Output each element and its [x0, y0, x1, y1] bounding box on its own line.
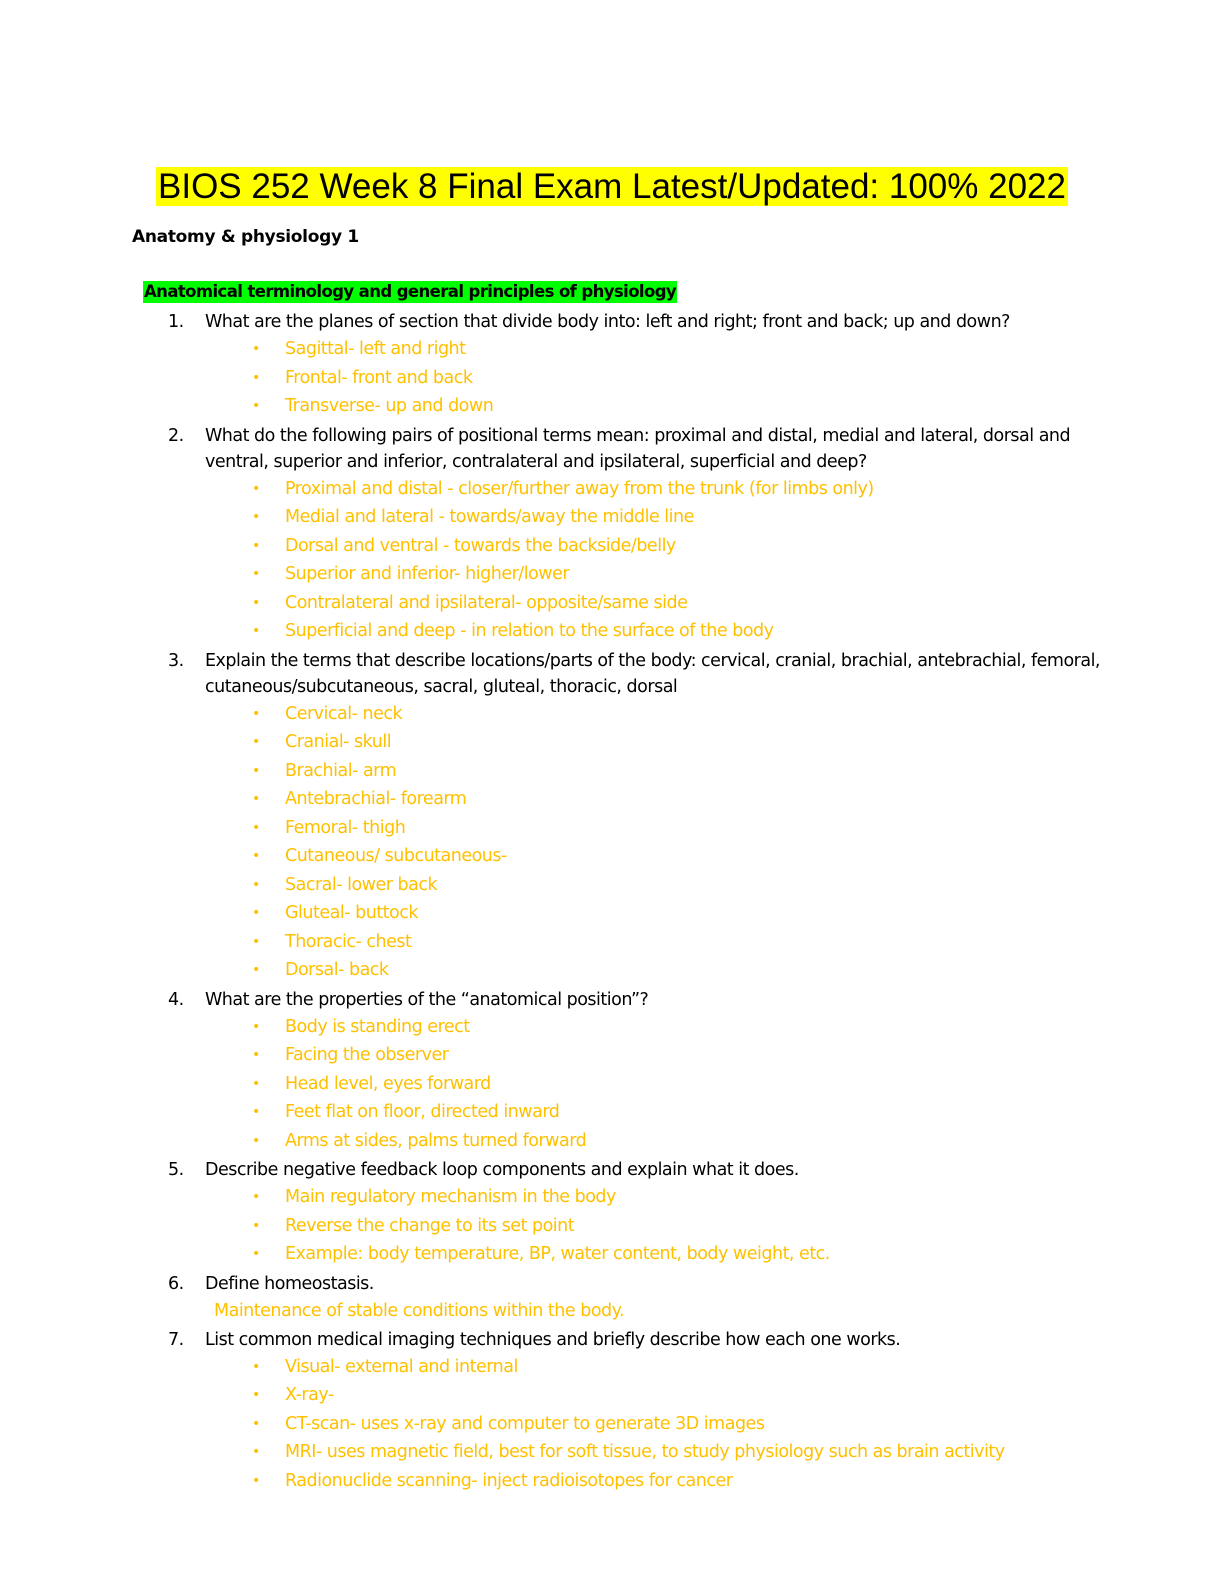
answer-text: Main regulatory mechanism in the body [285, 1187, 616, 1207]
bullet-icon: • [252, 1075, 260, 1092]
answer-text: Arms at sides, palms turned forward [285, 1130, 587, 1151]
bullet-icon: • [252, 762, 260, 779]
answer-text: Antebrachial- forearm [285, 789, 467, 809]
question-text: Define homeostasis. [205, 1273, 374, 1294]
question [0, 423, 1224, 475]
answer-item [0, 503, 1224, 532]
answer-text: Visual- external and internal [285, 1356, 518, 1377]
answer-text: Cranial- skull [285, 732, 392, 752]
answer-item [0, 392, 1224, 421]
answer-item [0, 1353, 1224, 1382]
answer-text: Cutaneous/ subcutaneous- [285, 846, 507, 866]
answer-item [0, 899, 1224, 928]
answer-item [0, 1240, 1224, 1269]
bullet-icon: • [252, 1217, 260, 1234]
answer-item [0, 475, 1224, 504]
answer-text: Superficial and deep - in relation to the surface of the body [285, 621, 774, 641]
answer-text: Facing the observer [285, 1045, 449, 1065]
question [0, 648, 1224, 700]
question [0, 1271, 1224, 1297]
bullet-icon: • [252, 398, 260, 414]
bullet-icon: • [252, 705, 260, 722]
answer-item [0, 814, 1224, 843]
answer-item [0, 871, 1224, 900]
question-number: 7. [168, 1329, 184, 1350]
question-number: 2. [168, 425, 184, 446]
answer-text: Frontal- front and back [285, 367, 473, 388]
answer-item [0, 1070, 1224, 1099]
answer-text: Reverse the change to its set point [285, 1215, 575, 1236]
answer-text: Body is standing erect [285, 1016, 470, 1037]
answer-text: Feet flat on floor, directed inward [285, 1102, 560, 1122]
bullet-icon: • [252, 341, 260, 357]
answer-item [0, 1467, 1224, 1496]
question-number: 3. [168, 650, 184, 671]
bullet-icon: • [252, 819, 260, 836]
bullet-icon: • [252, 1189, 260, 1205]
answer-item [0, 1127, 1224, 1156]
answer-item [0, 728, 1224, 757]
answer-item [0, 364, 1224, 393]
answer-item [0, 1183, 1224, 1212]
bullet-icon: • [252, 1047, 260, 1063]
answer-item [0, 842, 1224, 871]
question-number: 5. [168, 1160, 184, 1180]
answer-text: Radionuclide scanning- inject radioisotopes for cancer [285, 1470, 733, 1491]
question-text: What are the planes of section that divide body into: left and right; front and back; up and down? [205, 312, 1010, 332]
bullet-icon: • [252, 1246, 260, 1262]
answer-text: MRI- uses magnetic field, best for soft tissue, to study physiology such as brain activity [285, 1442, 1005, 1462]
answer-text: Example: body temperature, BP, water content, body weight, etc. [285, 1244, 830, 1264]
answer-text: Maintenance of stable conditions within the body. [214, 1300, 625, 1321]
answer-item [0, 335, 1224, 364]
question-number: 6. [168, 1273, 184, 1294]
answer-item [0, 1410, 1224, 1439]
bullet-icon: • [252, 933, 260, 950]
answer-item [0, 785, 1224, 814]
bullet-icon: • [252, 1358, 260, 1375]
answer-item [0, 589, 1224, 618]
answer-item [0, 700, 1224, 729]
bullet-icon: • [252, 509, 260, 525]
answer-text: CT-scan- uses x-ray and computer to generate 3D images [285, 1413, 765, 1434]
answer-item [0, 1212, 1224, 1241]
answer-item [0, 1013, 1224, 1042]
answer-text: Femoral- thigh [285, 817, 406, 838]
answer-item [0, 560, 1224, 589]
answer-item [0, 956, 1224, 985]
answer-item [0, 1098, 1224, 1127]
answer-text: Dorsal- back [285, 960, 389, 980]
answer-text: Superior and inferior- higher/lower [285, 564, 570, 584]
answer-item [0, 617, 1224, 646]
bullet-icon: • [252, 1387, 260, 1403]
question [0, 987, 1224, 1013]
answer-text: Head level, eyes forward [285, 1073, 491, 1094]
bullet-icon: • [252, 734, 260, 750]
answer-item [0, 532, 1224, 561]
answer-text: Gluteal- buttock [285, 903, 418, 923]
question [0, 309, 1224, 335]
page-title [0, 166, 1224, 208]
bullet-icon: • [252, 1018, 260, 1035]
bullet-icon: • [252, 623, 260, 639]
answer-text: Medial and lateral - towards/away the middle line [285, 507, 694, 527]
answer-text: X-ray- [285, 1385, 334, 1405]
answer-text: Dorsal and ventral - towards the backside/belly [285, 535, 676, 556]
answer-text: Brachial- arm [285, 760, 397, 781]
answer-item [0, 1438, 1224, 1467]
bullet-icon: • [252, 1104, 260, 1120]
answer-text: Contralateral and ipsilateral- opposite/same side [285, 592, 688, 613]
answer-item [0, 1041, 1224, 1070]
bullet-icon: • [252, 537, 260, 554]
question-text: Describe negative feedback loop components and explain what it does. [205, 1160, 799, 1180]
question-text: What are the properties of the “anatomical position”? [205, 989, 649, 1010]
bullet-icon: • [252, 480, 260, 497]
bullet-icon: • [252, 962, 260, 978]
question-text: List common medical imaging techniques and briefly describe how each one works. [205, 1329, 901, 1350]
answer-item [0, 757, 1224, 786]
bullet-icon: • [252, 566, 260, 582]
answer-text: Transverse- up and down [285, 396, 494, 416]
bullet-icon: • [252, 1444, 260, 1460]
question-text: Explain the terms that describe locations/parts of the body: cervical, cranial, brachial, antebrachial, femoral, cutaneous/subcutaneous, sacral, gluteal, thoracic, dorsal [205, 650, 1100, 697]
bullet-icon: • [252, 369, 260, 386]
answer-text: Sacral- lower back [285, 874, 438, 895]
course-heading: Anatomy & physiology 1 [132, 227, 359, 247]
answer-text: Sagittal- left and right [285, 339, 466, 359]
answer-text: Cervical- neck [285, 703, 403, 724]
question [0, 1157, 1224, 1183]
bullet-icon: • [252, 1472, 260, 1489]
bullet-icon: • [252, 791, 260, 807]
question-list [0, 307, 1224, 1495]
page-title-text: BIOS 252 Week 8 Final Exam Latest/Updated: 100% 2022 [158, 167, 1066, 206]
section-heading: Anatomical terminology and general principles of physiology [144, 282, 677, 301]
question-text: What do the following pairs of positional terms mean: proximal and distal, medial and lateral, dorsal and ventral, superior and inferior, contralateral and ipsilateral, superficial and deep? [205, 425, 1071, 472]
bullet-icon: • [252, 1132, 260, 1149]
bullet-icon: • [252, 876, 260, 893]
answer-text: Proximal and distal - closer/further away from the trunk (for limbs only) [285, 478, 874, 499]
bullet-icon: • [252, 1415, 260, 1432]
bullet-icon: • [252, 848, 260, 864]
answer-item [0, 1381, 1224, 1410]
question-number: 4. [168, 989, 184, 1010]
bullet-icon: • [252, 905, 260, 921]
answer-item [0, 928, 1224, 957]
bullet-icon: • [252, 594, 260, 611]
answer-text: Thoracic- chest [285, 931, 412, 952]
question-number: 1. [168, 312, 184, 332]
question [0, 1327, 1224, 1353]
